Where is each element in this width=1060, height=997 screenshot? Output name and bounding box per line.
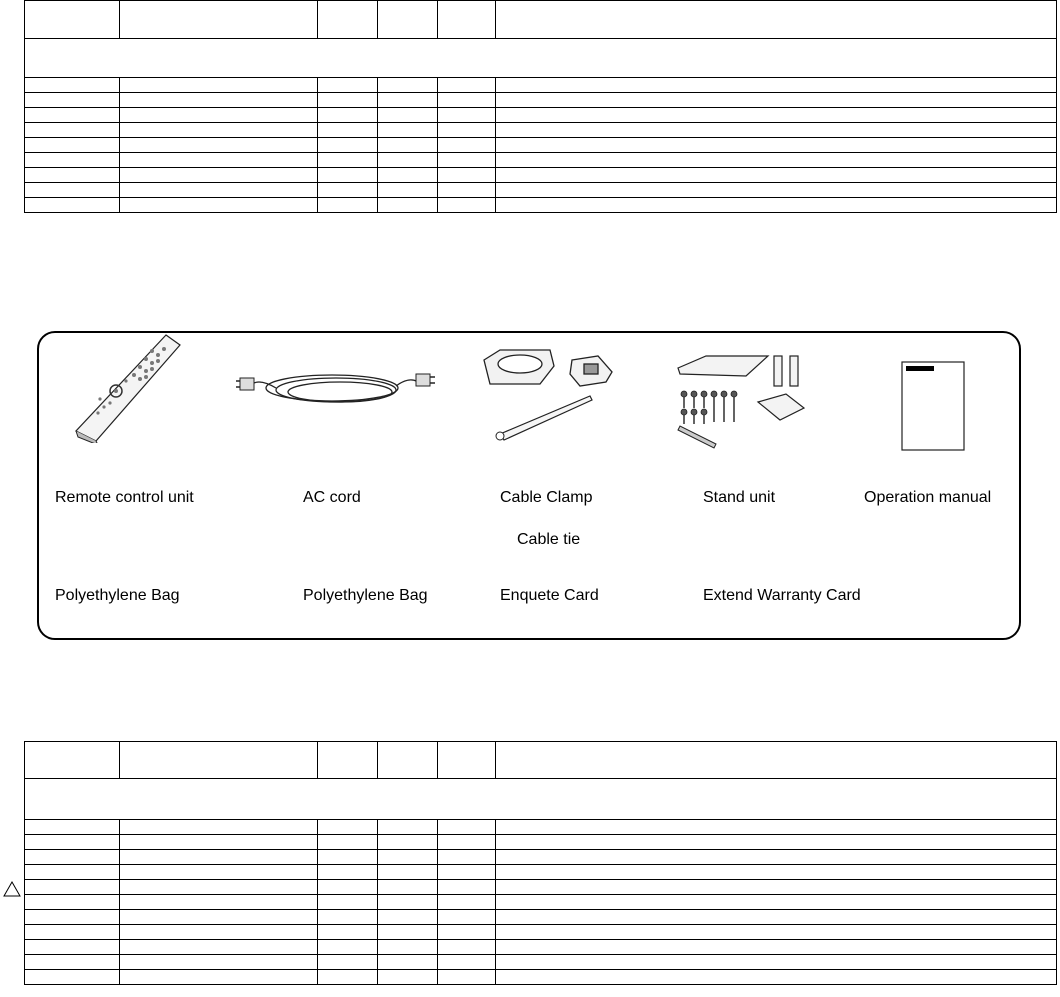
table-cell (496, 183, 1057, 198)
table-cell (378, 820, 438, 835)
table-cell (318, 93, 378, 108)
table-cell (318, 970, 378, 985)
table-cell (496, 940, 1057, 955)
table-cell (25, 925, 120, 940)
table-cell (438, 940, 496, 955)
table-cell (496, 895, 1057, 910)
table-row (25, 895, 1057, 910)
table-cell (496, 955, 1057, 970)
table-cell (378, 970, 438, 985)
table-cell (318, 138, 378, 153)
table-cell (496, 970, 1057, 985)
table-row (25, 183, 1057, 198)
cable-clamp-icon (480, 346, 620, 446)
triangle-warning-icon (3, 881, 21, 897)
header-cell (438, 1, 496, 39)
table-cell (378, 108, 438, 123)
table-cell (378, 910, 438, 925)
table-cell (120, 93, 318, 108)
table-cell (438, 850, 496, 865)
table-row (25, 925, 1057, 940)
table-row (25, 970, 1057, 985)
ac-cord-label: AC cord (303, 489, 361, 506)
table-cell (438, 835, 496, 850)
header-cell (318, 742, 378, 779)
table-cell (378, 123, 438, 138)
table-cell (318, 895, 378, 910)
table-row (25, 820, 1057, 835)
table-cell (378, 925, 438, 940)
header-cell (378, 742, 438, 779)
table-header-row (25, 1, 1057, 39)
table-row (25, 880, 1057, 895)
table-cell (120, 925, 318, 940)
table-row (25, 910, 1057, 925)
header-cell (318, 1, 378, 39)
section-cell (25, 779, 1057, 820)
table-cell (496, 93, 1057, 108)
table-cell (438, 168, 496, 183)
table-row (25, 198, 1057, 213)
table-cell (25, 820, 120, 835)
operation-manual-icon (900, 360, 968, 454)
table-cell (496, 168, 1057, 183)
table-cell (120, 78, 318, 93)
table-cell (120, 198, 318, 213)
table-row (25, 168, 1057, 183)
table-cell (120, 955, 318, 970)
cable-clamp-label: Cable Clamp (500, 489, 593, 506)
table-cell (438, 138, 496, 153)
table-cell (25, 78, 120, 93)
table-cell (496, 198, 1057, 213)
table-cell (438, 198, 496, 213)
section-cell (25, 39, 1057, 78)
table-cell (378, 93, 438, 108)
table-cell (438, 108, 496, 123)
table-cell (496, 108, 1057, 123)
enquete-card-label: Enquete Card (500, 587, 599, 604)
table-cell (318, 78, 378, 93)
header-cell (378, 1, 438, 39)
table-cell (378, 850, 438, 865)
table-row (25, 108, 1057, 123)
table-cell (438, 183, 496, 198)
table-cell (438, 93, 496, 108)
cable-tie-label: Cable tie (517, 531, 581, 548)
table-cell (120, 865, 318, 880)
table-cell (378, 138, 438, 153)
table-cell (25, 108, 120, 123)
table-cell (438, 820, 496, 835)
parts-table-top (24, 0, 1057, 213)
table-cell (496, 835, 1057, 850)
table-cell (378, 940, 438, 955)
table-cell (25, 895, 120, 910)
table-cell (120, 970, 318, 985)
table-cell (318, 865, 378, 880)
table-cell (496, 138, 1057, 153)
table-cell (25, 955, 120, 970)
table-cell (438, 153, 496, 168)
table-cell (438, 910, 496, 925)
table-cell (318, 955, 378, 970)
table-cell (120, 910, 318, 925)
table-row (25, 955, 1057, 970)
table-cell (318, 123, 378, 138)
operation-manual-label: Operation manual (864, 489, 992, 506)
table-cell (378, 153, 438, 168)
table-cell (120, 153, 318, 168)
header-cell (496, 742, 1057, 779)
table-cell (120, 850, 318, 865)
table-cell (120, 895, 318, 910)
table-cell (318, 183, 378, 198)
table-section-row (25, 39, 1057, 78)
table-cell (120, 168, 318, 183)
table-cell (378, 880, 438, 895)
table-row (25, 93, 1057, 108)
table-cell (378, 183, 438, 198)
table-row (25, 153, 1057, 168)
table-cell (438, 865, 496, 880)
table-cell (496, 153, 1057, 168)
table-cell (318, 940, 378, 955)
table-cell (378, 955, 438, 970)
table-cell (25, 970, 120, 985)
table-cell (120, 880, 318, 895)
table-row (25, 865, 1057, 880)
table-cell (438, 78, 496, 93)
polyethylene-bag-label: Polyethylene Bag (55, 587, 180, 604)
header-cell (25, 742, 120, 779)
table-row (25, 850, 1057, 865)
table-cell (120, 183, 318, 198)
table-cell (378, 198, 438, 213)
table-cell (496, 820, 1057, 835)
remote-control-label: Remote control unit (55, 489, 194, 506)
table-cell (438, 895, 496, 910)
table-cell (25, 198, 120, 213)
table-cell (318, 925, 378, 940)
stand-unit-label: Stand unit (703, 489, 776, 506)
stand-unit-icon (676, 352, 812, 452)
table-cell (496, 123, 1057, 138)
extend-warranty-card-label: Extend Warranty Card (703, 587, 861, 604)
table-cell (378, 168, 438, 183)
header-cell (25, 1, 120, 39)
table-cell (25, 910, 120, 925)
table-cell (25, 138, 120, 153)
table-cell (25, 123, 120, 138)
parts-table-bottom (24, 741, 1057, 985)
table-cell (25, 940, 120, 955)
table-cell (120, 820, 318, 835)
table-cell (496, 78, 1057, 93)
ac-cord-icon (236, 362, 436, 410)
table-header-row (25, 742, 1057, 779)
table-cell (25, 93, 120, 108)
remote-control-icon (70, 333, 182, 443)
table-cell (318, 880, 378, 895)
header-cell (496, 1, 1057, 39)
table-cell (438, 880, 496, 895)
table-cell (25, 183, 120, 198)
table-cell (120, 138, 318, 153)
table-cell (378, 835, 438, 850)
table-cell (378, 865, 438, 880)
header-cell (438, 742, 496, 779)
table-cell (318, 820, 378, 835)
table-cell (438, 925, 496, 940)
table-cell (318, 108, 378, 123)
header-cell (120, 742, 318, 779)
table-cell (496, 880, 1057, 895)
table-cell (496, 850, 1057, 865)
table-section-row (25, 779, 1057, 820)
table-cell (120, 940, 318, 955)
table-cell (120, 123, 318, 138)
table-cell (25, 168, 120, 183)
table-cell (318, 198, 378, 213)
table-cell (318, 910, 378, 925)
table-cell (318, 153, 378, 168)
table-row (25, 835, 1057, 850)
table-cell (378, 895, 438, 910)
table-cell (496, 865, 1057, 880)
table-cell (25, 153, 120, 168)
table-cell (438, 955, 496, 970)
table-cell (378, 78, 438, 93)
table-cell (25, 880, 120, 895)
table-cell (120, 108, 318, 123)
table-row (25, 123, 1057, 138)
table-cell (318, 168, 378, 183)
table-cell (318, 835, 378, 850)
table-cell (318, 850, 378, 865)
table-cell (438, 123, 496, 138)
table-row (25, 138, 1057, 153)
table-row (25, 78, 1057, 93)
polyethylene-bag-label: Polyethylene Bag (303, 587, 428, 604)
table-cell (438, 970, 496, 985)
table-cell (496, 910, 1057, 925)
table-cell (496, 925, 1057, 940)
table-row (25, 940, 1057, 955)
table-cell (120, 835, 318, 850)
table-cell (25, 865, 120, 880)
table-cell (25, 835, 120, 850)
header-cell (120, 1, 318, 39)
table-cell (25, 850, 120, 865)
